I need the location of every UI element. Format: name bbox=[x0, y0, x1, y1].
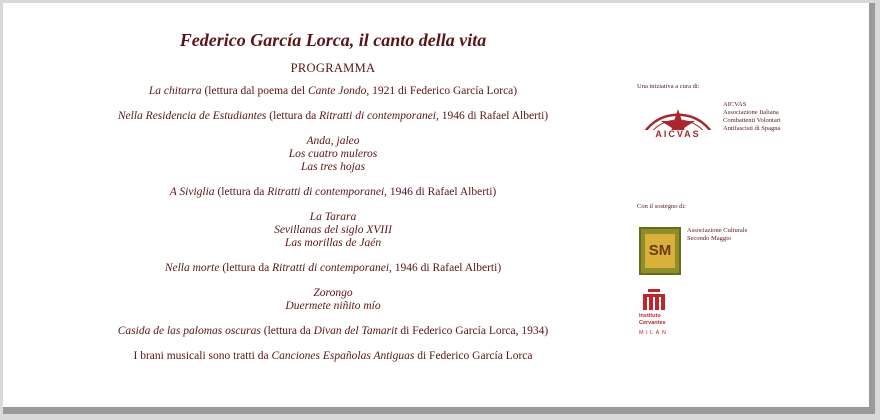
secondo-maggio-name: Associazione Culturale Secondo Maggio bbox=[687, 227, 748, 242]
page-title: Federico García Lorca, il canto della vita bbox=[179, 30, 487, 50]
song: Las tres hojas bbox=[300, 161, 366, 173]
sponsors-sidebar bbox=[637, 83, 857, 336]
cervantes-mark-icon bbox=[639, 289, 669, 311]
programme-heading: PROGRAMMA bbox=[290, 61, 376, 75]
song: La Tarara bbox=[309, 211, 357, 223]
song: Los cuatro muleros bbox=[288, 148, 378, 160]
invitation-card bbox=[3, 3, 875, 414]
aicvas-star-icon bbox=[637, 101, 719, 147]
song: Duermete niñito mío bbox=[285, 300, 381, 312]
programme-item-2: Nella Residencia de Estudiantes (lettura da Ritratti di contemporanei, 1946 di Rafael Alberti) bbox=[117, 110, 549, 122]
initiative-label: Una iniziativa a cura di: bbox=[637, 83, 700, 90]
song: Sevillanas del siglo XVIII bbox=[274, 224, 392, 236]
programme-column bbox=[43, 27, 623, 363]
song: Anda, jaleo bbox=[306, 135, 360, 147]
programme-item-4: Nella morte (lettura da Ritratti di contemporanei, 1946 di Rafael Alberti) bbox=[164, 262, 502, 274]
programme-item-1: La chitarra (lettura dal poema del Cante Jondo, 1921 di Federico García Lorca) bbox=[148, 85, 518, 97]
aicvas-logo-text: AICVAS bbox=[655, 129, 701, 139]
support-label: Con il sostegno di: bbox=[637, 203, 686, 210]
closing-note: I brani musicali sono tratti da Canciones Españolas Antiguas di Federico García Lorca bbox=[133, 350, 533, 362]
cervantes-city: MILÁN bbox=[639, 330, 669, 336]
aicvas-name: AICVAS Associazione Italiana Combattenti Volontari Antifascisti di Spagna bbox=[723, 101, 781, 132]
aicvas-logo bbox=[637, 101, 719, 147]
song: Zorongo bbox=[313, 287, 353, 299]
song: Las morillas de Jaén bbox=[284, 237, 382, 249]
sm-logo-text: SM bbox=[645, 234, 675, 268]
programme-item-3: A Siviglia (lettura da Ritratti di contemporanei, 1946 di Rafael Alberti) bbox=[169, 186, 497, 198]
programme-item-5: Casida de las palomas oscuras (lettura da Divan del Tamarit di Federico García Lorca, 1934) bbox=[117, 325, 549, 337]
cervantes-name: Instituto Cervantes bbox=[639, 313, 666, 326]
instituto-cervantes-logo bbox=[639, 289, 699, 345]
secondo-maggio-logo bbox=[639, 227, 681, 275]
